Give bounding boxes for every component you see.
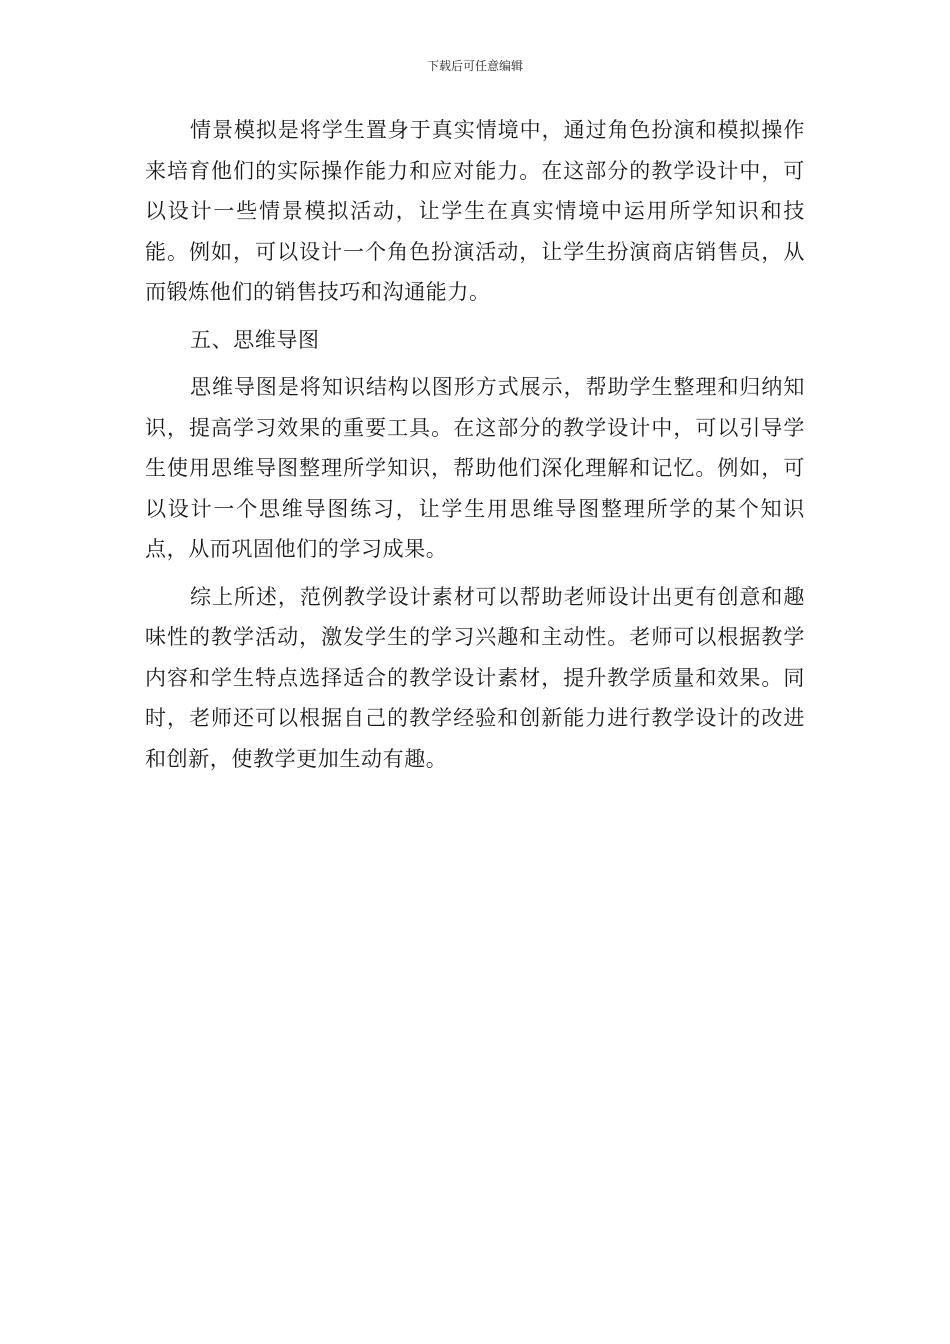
page-header: 下载后可任意编辑 [426, 59, 523, 73]
document-body [145, 110, 805, 786]
paragraph-scenario-simulation: 情景模拟是将学生置身于真实情境中，通过角色扮演和模拟操作来培育他们的实际操作能力和应对能力。在这部分的教学设计中，可以设计一些情景模拟活动，让学生在真实情境中运用所学知识和技能。例如，可以设计一个角色扮演活动，让学生扮演商店销售员，从而锻炼他们的销售技巧和沟通能力。 [145, 118, 805, 304]
section-heading-mind-map: 五、思维导图 [190, 327, 320, 352]
paragraph-mind-map: 思维导图是将知识结构以图形方式展示，帮助学生整理和归纳知识，提高学习效果的重要工具。在这部分的教学设计中，可以引导学生使用思维导图整理所学知识，帮助他们深化理解和记忆。例如，可以设计一个思维导图练习，让学生用思维导图整理所学的某个知识点，从而巩固他们的学习成果。 [145, 375, 805, 561]
paragraph-summary: 综上所述，范例教学设计素材可以帮助老师设计出更有创意和趣味性的教学活动，激发学生的学习兴趣和主动性。老师可以根据教学内容和学生特点选择适合的教学设计素材，提升教学质量和效果。同时，老师还可以根据自己的教学经验和创新能力进行教学设计的改进和创新，使教学更加生动有趣。 [145, 584, 805, 771]
